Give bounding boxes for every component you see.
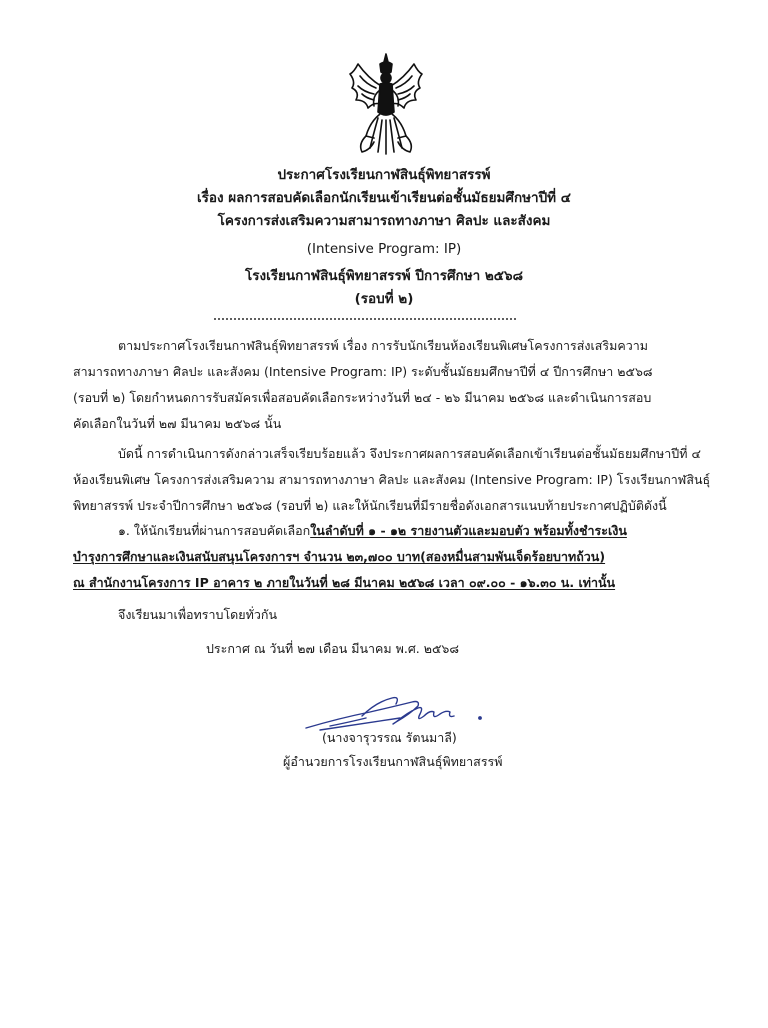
item-1-emphasis: ในลำดับที่ ๑ - ๑๒ รายงานตัวและมอบตัว พร้อมทั้งชำระเงิน xyxy=(310,523,627,538)
title-line-5: โรงเรียนกาฬสินธุ์พิทยาสรรพ์ ปีการศึกษา ๒๕๖๘ xyxy=(244,268,523,284)
paragraph-1-line-2: สามารถทางภาษา ศิลปะ และสังคม (Intensive Program: IP) ระดับชั้นมัธยมศึกษาปีที่ ๔ ปีการศึกษา ๒๕๖๘ xyxy=(73,364,653,379)
title-line-6: (รอบที่ ๒) xyxy=(354,291,414,307)
paragraph-1-line-3: (รอบที่ ๒) โดยกำหนดการรับสมัครเพื่อสอบคัดเลือกระหว่างวันที่ ๒๔ - ๒๖ มีนาคม ๒๕๖๘ และดำเนินการสอบ xyxy=(73,390,652,405)
paragraph-2-line-1: บัดนี้ การดำเนินการดังกล่าวเสร็จเรียบร้อยแล้ว จึงประกาศผลการสอบคัดเลือกเข้าเรียนต่อชั้นมัธยมศึกษาปีที่ ๔ xyxy=(118,446,701,461)
signer-name: (นางจารุวรรณ รัตนมาลี) xyxy=(322,730,457,745)
title-line-4: (Intensive Program: IP) xyxy=(306,241,462,257)
announce-date: ประกาศ ณ วันที่ ๒๗ เดือน มีนาคม พ.ศ. ๒๕๖๘ xyxy=(206,641,459,656)
item-1-line-1 xyxy=(118,522,627,540)
paragraph-1-line-4: คัดเลือกในวันที่ ๒๗ มีนาคม ๒๕๖๘ นั้น xyxy=(73,416,282,431)
signer-title: ผู้อำนวยการโรงเรียนกาฬสินธุ์พิทยาสรรพ์ xyxy=(283,754,503,769)
paragraph-1-line-1: ตามประกาศโรงเรียนกาฬสินธุ์พิทยาสรรพ์ เรื่อง การรับนักเรียนห้องเรียนพิเศษโครงการส่งเสริมความ xyxy=(118,338,648,353)
paragraph-2-line-3: พิทยาสรรพ์ ประจำปีการศึกษา ๒๕๖๘ (รอบที่ ๒) และให้นักเรียนที่มีรายชื่อดังเอกสารแนบท้ายประกาศปฏิบัติดังนี้ xyxy=(73,498,667,513)
title-line-3: โครงการส่งเสริมความสามารถทางภาษา ศิลปะ และสังคม xyxy=(217,213,551,229)
title-line-1: ประกาศโรงเรียนกาฬสินธุ์พิทยาสรรพ์ xyxy=(277,167,491,183)
title-line-2: เรื่อง ผลการสอบคัดเลือกนักเรียนเข้าเรียนต่อชั้นมัธยมศึกษาปีที่ ๔ xyxy=(197,190,571,206)
item-1-intro: ๑. ให้นักเรียนที่ผ่านการสอบคัดเลือก xyxy=(118,523,311,538)
closing-text: จึงเรียนมาเพื่อทราบโดยทั่วกัน xyxy=(118,607,277,622)
garuda-emblem-icon xyxy=(344,52,428,156)
paragraph-2-line-2: ห้องเรียนพิเศษ โครงการส่งเสริมความ สามารถทางภาษา ศิลปะ และสังคม (Intensive Program: IP) โรงเรียนกาฬสินธุ์ xyxy=(73,472,711,487)
item-1-line-2: บำรุงการศึกษาและเงินสนับสนุนโครงการฯ จำนวน ๒๓,๗๐๐ บาท(สองหมื่นสามพันเจ็ดร้อยบาทถ้วน) xyxy=(73,549,606,564)
dotted-divider xyxy=(213,318,518,320)
item-1-line-3: ณ สำนักงานโครงการ IP อาคาร ๒ ภายในวันที่ ๒๘ มีนาคม ๒๕๖๘ เวลา ๐๙.๐๐ - ๑๖.๓๐ น. เท่านั้น xyxy=(73,575,616,590)
